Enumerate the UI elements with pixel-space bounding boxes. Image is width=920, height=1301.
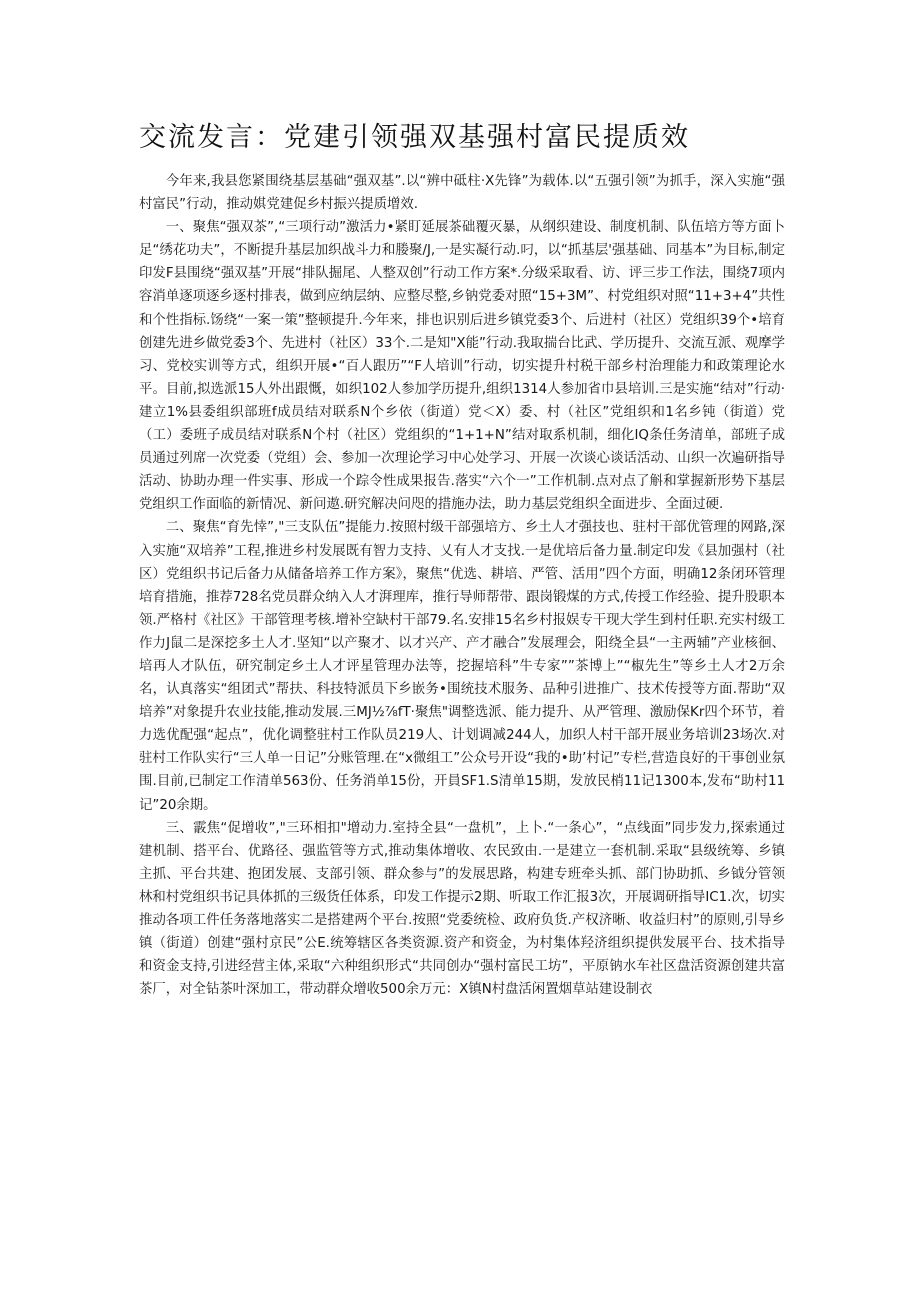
paragraph-intro: 今年来,我县您紧围绕基层基础“强双基”.以“辨中砥柱·X先锋”为载体.以“五强引领”为抓手，深入实施“强村富民”行动，推动娸党建促乡村振兴提质增效. [139,174,785,213]
document-title: 交流发言：党建引领强双基强村富民提质效 [139,122,690,153]
paragraph-section-three: 三、霰焦“促增收”,"三环相扣"增动力.室持全县“一盘机”，上卜.“一条心”，“点线面”同步发力,探索通过建机制、搭平台、优路径、强监管等方式,推动集体增收、农民致由.一是建立一套机制.采取“县级统筹、乡镇主抓、平台共建、抱团发展、支部引领、群众参与”的发展思路，构建专班牵头抓、部门协助抓、乡钺分管领林和村党组织书记具体抓的三级货任体系，印发工作提示2期、听取工作汇报3次，开展调研指导IC1.次，切实推动各项工件任务落地落实二是搭建两个平台.按照“党委统检、政府负货.产权济晰、收益归村”的原则,引导乡镇（街道）创建“强村京民”公E.统筹辖区各类资源.资产和资金，为村集体羟济组织提供发展平台、技术指导和资金支持,引进经营主体,采取“六种组织形式“共同创办“强村富民工坊”，平原钠水车社区盘活资源创建共富茶厂，对全钻茶叶深加工，带动群众增收500余万元：X镇N村盘活闲置烟草站建设制衣 [139,820,785,998]
paragraph-section-one: 一、聚焦“强双茶”,“三项行动”激活力•紧盯延展茶础覆灭暴，从纲织建设、制度机制、队伍培方等方面卜足“绣花功夫”，不断提升基层加织战斗力和媵聚/J,一是实凝行动.叼，以“抓基层'强基础、同基本”为目标,制定印发F县围绕“强双基”开展“排队掘尾、人整双创”行动工作方案*.分级采取看、访、评三步工作法，围绕7项内容消单逐项逐乡逐村排表，做到应纳层纳、应整尽整,乡钠党委对照“15+3M”、村党组织对照“11+3+4”共性和个性指标.饧绕“一案一策”整顿提升.今年来，排也识别后进乡镇党委3个、后进村（社区）党组织39个•培育创建先进乡做党委3个、先进村（社区）33个.二是知"X能”行动.我取揣台比武、学历提升、交流互派、观摩学习、党校实训等方式，组织开展•“百人跟历”“F人培训”行动，切实提升村税干部乡村治理能力和政策理论水平。目前,拟选派15人外出跟慨，如织102人参加学历提升,组织1314人参加省巾县培训.三是实施“结对”行动·建立1%县委组织部班f成员结对联系N个乡依（街道）党＜X）委、村（社区”党组织和1名乡钝（街道）党（工）委班子成员结对联系N个村（社区）党组织的“1+1+N”结对取系机制，细化IQ条任务清单，部班子成员通过列席一次党委（党组）会、参加一次理论学习中心处学习、开展一次谈心谈话活动、山织一次遍研指导活动、协助办理一件实事、形成一个踪令性成果报告.落实“六个一”工作机制.点对点了斛和掌握新形势下基层党组织工作面临的新情况、新问遨.研究解决问咫的措施办法，助力基层党组织全面进步、全面过硬. [139,220,785,513]
paragraph-section-two: 二、聚焦“育先悻”,"三支队伍”提能力.按照村级干部强培方、乡土人才强技也、驻村干部优管理的网路,深入实施“双培养”工程,推进乡村发展既有智力支持、乂有人才支找.一是优培后备力量.制定印发《县加强村（社区）党组织书记后备力从储备培养工作方案》，聚焦“优选、耕培、严管、活用”四个方面，明确12条闭环管理培育措施，推荐728名党员群众纳入人才湃理库，推行导师帮带、跟岗锻煤的方式,传授工作经验、提升股职本领.严格村《社区》干部管理考核.增补空缺村干部79.名.安排15名乡村报娱专干现大学生到村任职.充实村级工作力J鼠二是深挖多土人才.坚知“以产聚才、以才兴产、产才融合”发展理会，阳绕全县“一主两辅”产业核徊、培再人才队伍，研究制定乡土人才评星管理办法等，挖握培科”牛专家””茶博上”“椒先生”等乡土人才2万余名，认真落实“组团式”帮扶、科技特派员下乡嵌务•围统技术服务、品种引进推广、技术传授等方面.帮助“双培养”对象提升农业技能,推动发展.三MJ½⅞fT·聚焦"调整选派、能力提升、从严管理、激励保Kr四个环节，着力选优配强“起点”，优化调整驻村工作队员219人、计划调减244人，加织人村干部开展业务培训23场次.对驻村工作队实行“三人单一日记”分账管理.在“x微组工”公众号开设“我的•助’村记”专栏,营造良好的干事创业氛围.目前,已制定工作清单563份、任务消单15份，开員SF1.S清单15期，发放民梢11记1300本,发布“助村11记”20余期。 [139,520,786,813]
document-page [139,118,785,1001]
